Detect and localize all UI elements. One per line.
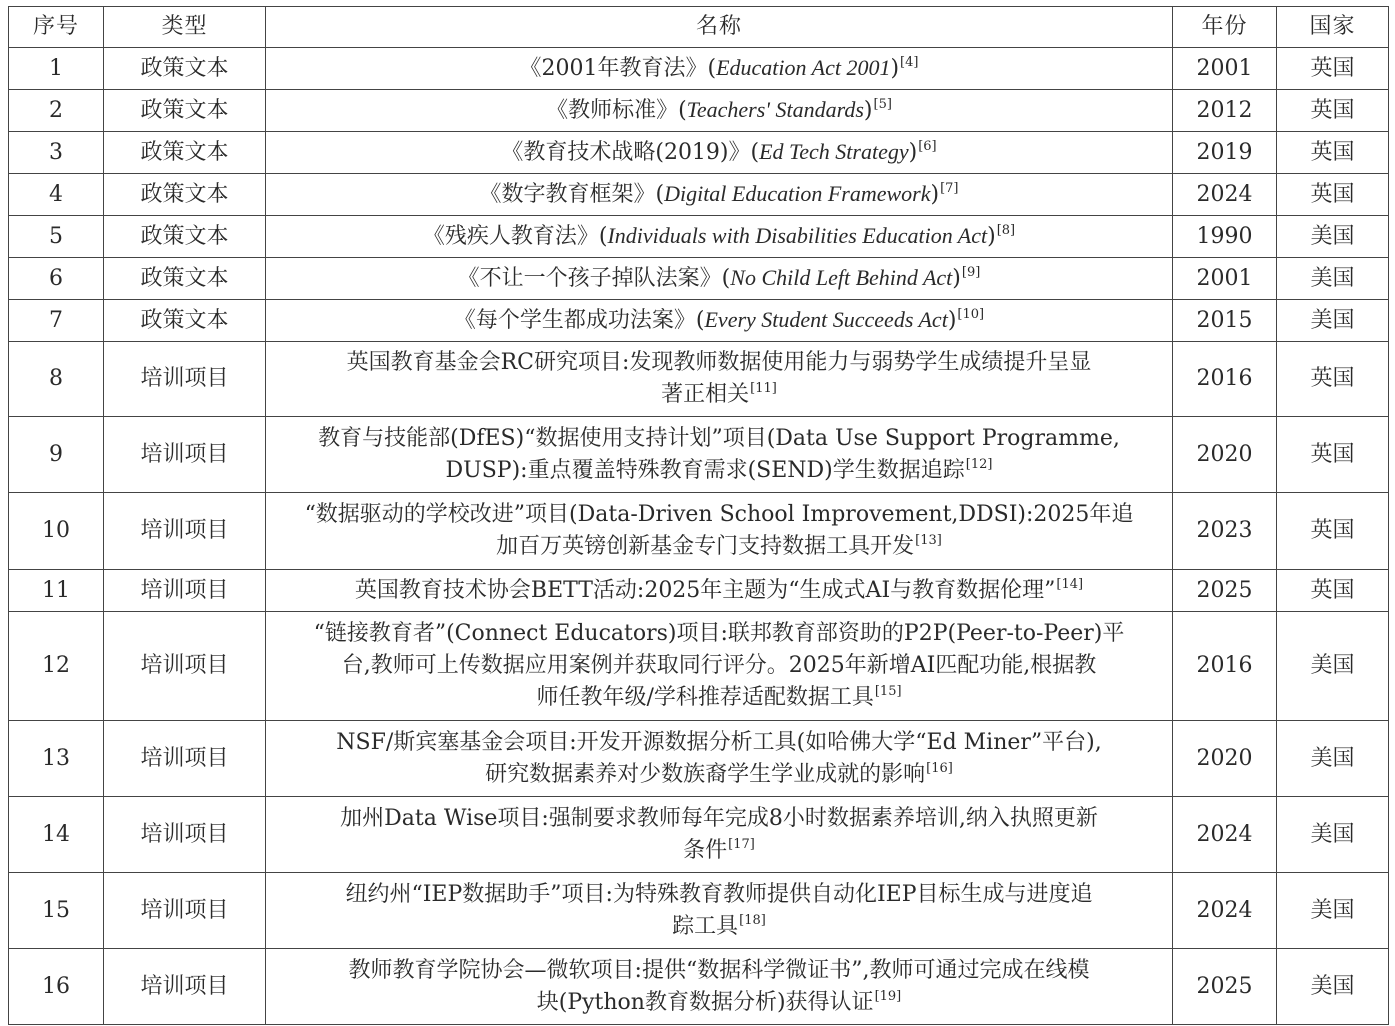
row-name-en: Individuals with Disabilities Education Act (607, 223, 988, 248)
row-country: 英国 (1277, 90, 1389, 132)
row-type: 政策文本 (104, 258, 266, 300)
row-name-text: 加州Data Wise项目:强制要求教师每年完成8小时数据素养培训,纳入执照更新 (340, 805, 1098, 831)
row-name-cn: 《每个学生都成功法案》( (453, 308, 705, 333)
row-name-line (274, 650, 1164, 682)
table-row (9, 612, 1389, 721)
header-type: 类型 (104, 7, 266, 48)
row-year: 2024 (1173, 873, 1277, 949)
row-name-en: No Child Left Behind Act (730, 265, 953, 290)
table-row (9, 873, 1389, 949)
row-name (266, 797, 1173, 873)
table-header-row (9, 7, 1389, 48)
row-type: 培训项目 (104, 949, 266, 1025)
row-name (266, 612, 1173, 721)
citation-ref: [16] (926, 760, 953, 776)
row-index: 6 (9, 258, 104, 300)
citation-ref: [9] (961, 265, 981, 280)
row-name-line (274, 423, 1164, 455)
row-country: 美国 (1277, 258, 1389, 300)
citation-ref: [4] (900, 55, 919, 70)
row-year: 2024 (1173, 797, 1277, 873)
row-name-line (274, 727, 1164, 759)
header-index: 序号 (9, 7, 104, 48)
row-index: 10 (9, 493, 104, 570)
row-country: 美国 (1277, 612, 1389, 721)
row-index: 9 (9, 417, 104, 493)
row-index: 16 (9, 949, 104, 1025)
row-country: 美国 (1277, 797, 1389, 873)
row-name-line (274, 575, 1164, 607)
row-index: 11 (9, 570, 104, 612)
program-table (8, 6, 1389, 1025)
row-name (266, 258, 1173, 300)
row-name-line (274, 379, 1164, 411)
citation-ref: [10] (957, 307, 985, 322)
row-year: 2016 (1173, 342, 1277, 417)
row-name-line (274, 759, 1164, 791)
row-name-line (274, 531, 1164, 563)
row-index: 4 (9, 174, 104, 216)
row-name-text: 师任教年级/学科推荐适配数据工具 (536, 685, 874, 710)
row-name-line (274, 911, 1164, 943)
header-country: 国家 (1277, 7, 1389, 48)
table-row (9, 570, 1389, 612)
row-year: 2019 (1173, 132, 1277, 174)
row-year: 2020 (1173, 721, 1277, 797)
row-name-text: 英国教育技术协会BETT活动:2025年主题为“生成式AI与教育数据伦理” (354, 577, 1056, 603)
row-name-cn: 《教育技术战略(2019)》( (501, 140, 760, 165)
row-year: 1990 (1173, 216, 1277, 258)
row-country: 美国 (1277, 949, 1389, 1025)
row-name (266, 174, 1173, 216)
row-year: 2023 (1173, 493, 1277, 570)
row-index: 7 (9, 300, 104, 342)
row-name-line (274, 803, 1164, 835)
row-name-line (274, 499, 1164, 531)
citation-ref: [14] (1056, 576, 1084, 592)
row-name-en: Digital Education Framework (664, 181, 931, 206)
row-name (266, 949, 1173, 1025)
row-name-text: 台,教师可上传数据应用案例并获取同行评分。2025年新增AI匹配功能,根据教 (341, 653, 1097, 678)
row-type: 培训项目 (104, 612, 266, 721)
row-country: 美国 (1277, 721, 1389, 797)
row-type: 政策文本 (104, 132, 266, 174)
row-name-cn: 《数字教育框架》( (479, 182, 665, 207)
row-name-text: 块(Python教育数据分析)获得认证 (536, 989, 874, 1015)
header-name: 名称 (266, 7, 1173, 48)
row-year: 2001 (1173, 48, 1277, 90)
table-row (9, 493, 1389, 570)
row-name-line (274, 987, 1164, 1019)
row-name-tail: ) (863, 98, 873, 123)
row-country: 英国 (1277, 417, 1389, 493)
row-type: 培训项目 (104, 873, 266, 949)
row-name-line (274, 618, 1164, 650)
row-index: 2 (9, 90, 104, 132)
row-name-text: 教育与技能部(DfES)“数据使用支持计划”项目(Data Use Support Programme, (318, 425, 1120, 451)
row-name-text: 研究数据素养对少数族裔学生学业成就的影响 (485, 761, 926, 787)
row-name-line (274, 835, 1164, 867)
citation-ref: [17] (728, 836, 755, 852)
row-name-line (274, 455, 1164, 487)
row-country: 英国 (1277, 570, 1389, 612)
row-country: 美国 (1277, 216, 1389, 258)
row-name-text: NSF/斯宾塞基金会项目:开发开源数据分析工具(如哈佛大学“Ed Miner”平台), (336, 729, 1102, 755)
header-year: 年份 (1173, 7, 1277, 48)
row-type: 培训项目 (104, 417, 266, 493)
row-country: 英国 (1277, 48, 1389, 90)
row-year: 2020 (1173, 417, 1277, 493)
table-row (9, 48, 1389, 90)
row-name-text: 加百万英镑创新基金专门支持数据工具开发 (496, 534, 915, 559)
table-row (9, 797, 1389, 873)
row-name-tail: ) (987, 224, 996, 249)
row-index: 8 (9, 342, 104, 417)
row-type: 培训项目 (104, 493, 266, 570)
row-name-text: 英国教育基金会RC研究项目:发现教师数据使用能力与弱势学生成绩提升呈显 (346, 350, 1092, 375)
row-year: 2001 (1173, 258, 1277, 300)
table-row (9, 174, 1389, 216)
row-name-line (274, 347, 1164, 379)
row-country: 英国 (1277, 174, 1389, 216)
row-name-text: 著正相关 (661, 382, 750, 407)
row-name-line (274, 682, 1164, 714)
row-name-tail: ) (890, 56, 900, 81)
row-type: 政策文本 (104, 300, 266, 342)
table-row (9, 90, 1389, 132)
row-name-text: 踪工具 (672, 913, 739, 939)
row-name-text: 纽约州“IEP数据助手”项目:为特殊教育教师提供自动化IEP目标生成与进度追 (345, 881, 1093, 907)
row-name-text: “数据驱动的学校改进”项目(Data-Driven School Improvement,DDSI):2025年追 (304, 502, 1134, 527)
row-year: 2016 (1173, 612, 1277, 721)
row-name-en: Education Act 2001 (716, 55, 891, 80)
row-name-line (274, 879, 1164, 911)
citation-ref: [6] (918, 139, 937, 154)
row-name-cn: 《教师标准》( (546, 98, 687, 123)
citation-ref: [11] (750, 381, 777, 396)
row-country: 英国 (1277, 132, 1389, 174)
table-row (9, 342, 1389, 417)
row-name (266, 721, 1173, 797)
row-name-text: “链接教育者”(Connect Educators)项目:联邦教育部资助的P2P(Peer-to-Peer)平 (313, 621, 1125, 646)
row-name-en: Every Student Succeeds Act (704, 307, 948, 332)
row-year: 2025 (1173, 949, 1277, 1025)
row-name-cn: 《残疾人教育法》( (422, 224, 608, 249)
table-row (9, 216, 1389, 258)
row-name-tail: ) (908, 140, 918, 165)
citation-ref: [8] (996, 223, 1016, 238)
row-name-tail: ) (930, 182, 940, 207)
row-name (266, 873, 1173, 949)
row-country: 英国 (1277, 342, 1389, 417)
row-name (266, 90, 1173, 132)
table-row (9, 258, 1389, 300)
row-index: 15 (9, 873, 104, 949)
row-index: 5 (9, 216, 104, 258)
citation-ref: [12] (965, 456, 993, 472)
row-year: 2015 (1173, 300, 1277, 342)
row-name-text: 条件 (683, 837, 728, 863)
table-row (9, 300, 1389, 342)
row-index: 14 (9, 797, 104, 873)
row-name (266, 216, 1173, 258)
row-name-en: Ed Tech Strategy (759, 139, 909, 164)
row-name (266, 570, 1173, 612)
row-country: 英国 (1277, 493, 1389, 570)
row-type: 培训项目 (104, 721, 266, 797)
row-name (266, 417, 1173, 493)
row-name-text: 教师教育学院协会—微软项目:提供“数据科学微证书”,教师可通过完成在线模 (348, 957, 1090, 983)
table-row (9, 949, 1389, 1025)
citation-ref: [5] (873, 97, 892, 112)
row-name-tail: ) (947, 308, 957, 333)
row-name-en: Teachers' Standards (686, 97, 864, 122)
row-name (266, 132, 1173, 174)
row-index: 13 (9, 721, 104, 797)
citation-ref: [19] (874, 988, 902, 1004)
row-year: 2012 (1173, 90, 1277, 132)
row-country: 美国 (1277, 300, 1389, 342)
table-row (9, 132, 1389, 174)
row-type: 培训项目 (104, 342, 266, 417)
row-type: 政策文本 (104, 48, 266, 90)
row-name-cn: 《2001年教育法》( (519, 56, 717, 81)
citation-ref: [7] (940, 181, 959, 196)
row-type: 政策文本 (104, 216, 266, 258)
row-index: 12 (9, 612, 104, 721)
row-index: 1 (9, 48, 104, 90)
row-index: 3 (9, 132, 104, 174)
row-type: 政策文本 (104, 90, 266, 132)
row-type: 培训项目 (104, 797, 266, 873)
row-name-cn: 《不让一个孩子掉队法案》( (457, 266, 731, 291)
citation-ref: [15] (874, 684, 902, 699)
table-body (9, 48, 1389, 1025)
citation-ref: [13] (915, 533, 942, 548)
row-name-text: DUSP):重点覆盖特殊教育需求(SEND)学生数据追踪 (445, 457, 965, 483)
row-name-tail: ) (952, 266, 961, 291)
row-name (266, 48, 1173, 90)
row-name (266, 493, 1173, 570)
citation-ref: [18] (739, 912, 766, 928)
row-name (266, 300, 1173, 342)
row-name-line (274, 955, 1164, 987)
row-year: 2024 (1173, 174, 1277, 216)
row-country: 美国 (1277, 873, 1389, 949)
row-type: 培训项目 (104, 570, 266, 612)
row-type: 政策文本 (104, 174, 266, 216)
row-name (266, 342, 1173, 417)
row-year: 2025 (1173, 570, 1277, 612)
table-row (9, 721, 1389, 797)
table-row (9, 417, 1389, 493)
